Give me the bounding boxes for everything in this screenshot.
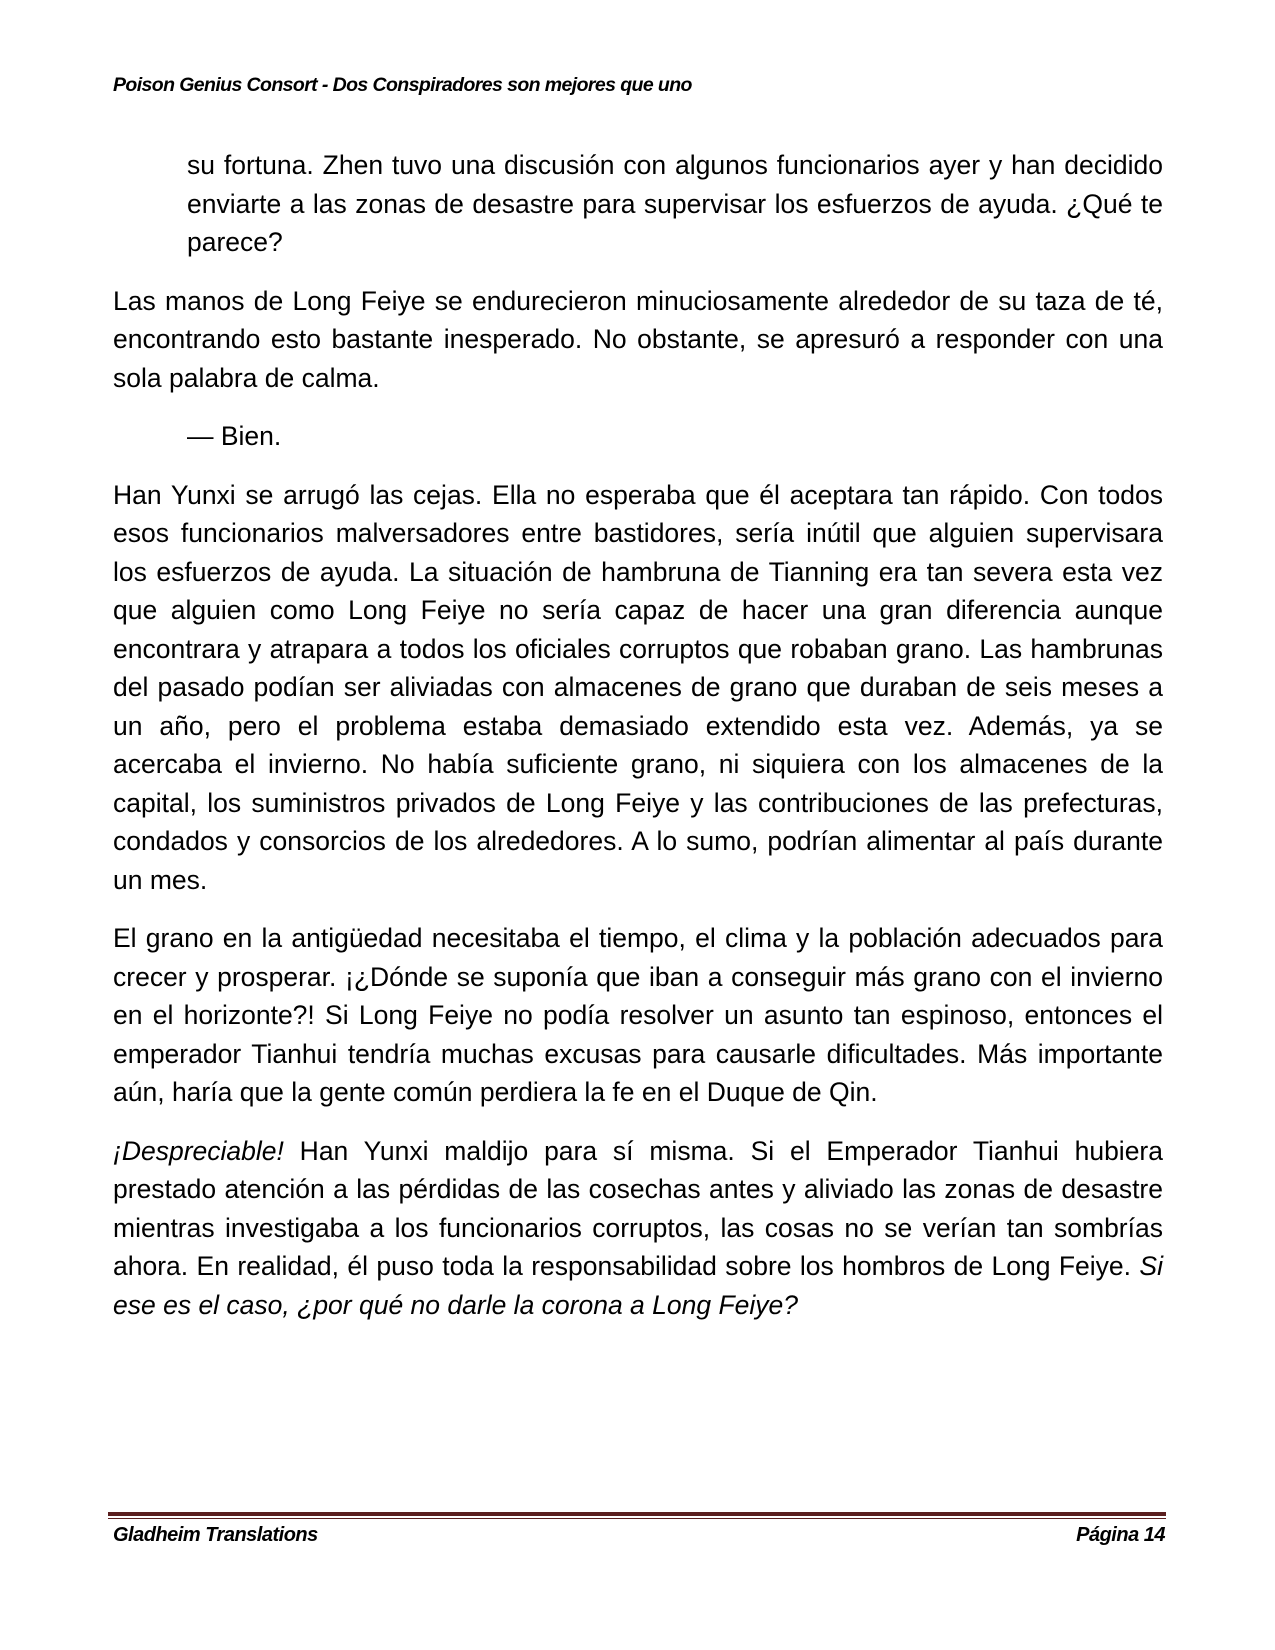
paragraph: Han Yunxi se arrugó las cejas. Ella no esperaba que él aceptara tan rápido. Con todos esos funcionarios malversadores entre bastidores, sería inútil que alguien supervisara los esfuerzos de ayuda. La situación de hambruna de Tianning era tan severa esta vez que alguien como Long Feiye no sería capaz de hacer una gran diferencia aunque encontrara y atrapara a todos los oficiales corruptos que robaban grano. Las hambrunas del pasado podían ser aliviadas con almacenes de grano que duraban de seis meses a un año, pero el problema estaba demasiado extendido esta vez. Además, ya se acercaba el invierno. No había suficiente grano, ni siquiera con los almacenes de la capital, los suministros privados de Long Feiye y las contribuciones de las prefecturas, condados y consorcios de los alrededores. A lo sumo, podrían alimentar al país durante un mes. (113, 479, 1163, 895)
paragraph (113, 1132, 1163, 1325)
footer-rule (108, 1512, 1166, 1516)
footer-rule-thin (108, 1518, 1166, 1519)
paragraph-dialogue: — Bien. (187, 421, 282, 451)
italic-thought: Si ese es el caso, ¿por qué no darle la corona a Long Feiye? (113, 1251, 1163, 1320)
footer-publisher: Gladheim Translations (113, 1524, 318, 1546)
italic-thought: ¡Despreciable! (113, 1135, 284, 1166)
paragraph-text: Han Yunxi maldijo para sí misma. Si el Emperador Tianhui hubiera prestado atención a las pérdidas de las cosechas antes y aliviado las zonas de desastre mientras investigaba a los funcionarios corruptos, las cosas no se verían tan sombrías ahora. En realidad, él puso toda la responsabilidad sobre los hombros de Long Feiye. (113, 1135, 1163, 1281)
paragraph-dialogue-continuation: su fortuna. Zhen tuvo una discusión con algunos funcionarios ayer y han decidido enviarte a las zonas de desastre para supervisar los esfuerzos de ayuda. ¿Qué te parece? (187, 150, 1163, 257)
paragraph: Las manos de Long Feiye se endurecieron minuciosamente alrededor de su taza de té, encontrando esto bastante inesperado. No obstante, se apresuró a responder con una sola palabra de calma. (113, 285, 1163, 393)
footer-page-number: Página 14 (1076, 1524, 1165, 1546)
paragraph: El grano en la antigüedad necesitaba el tiempo, el clima y la población adecuados para crecer y prosperar. ¡¿Dónde se suponía que iban a conseguir más grano con el invierno en el horizonte?! Si Long Feiye no podía resolver un asunto tan espinoso, entonces el emperador Tianhui tendría muchas excusas para causarle dificultades. Más importante aún, haría que la gente común perdiera la fe en el Duque de Qin. (113, 923, 1163, 1107)
document-body (113, 146, 1163, 1344)
document-header-title: Poison Genius Consort - Dos Conspiradores son mejores que uno (113, 74, 692, 96)
